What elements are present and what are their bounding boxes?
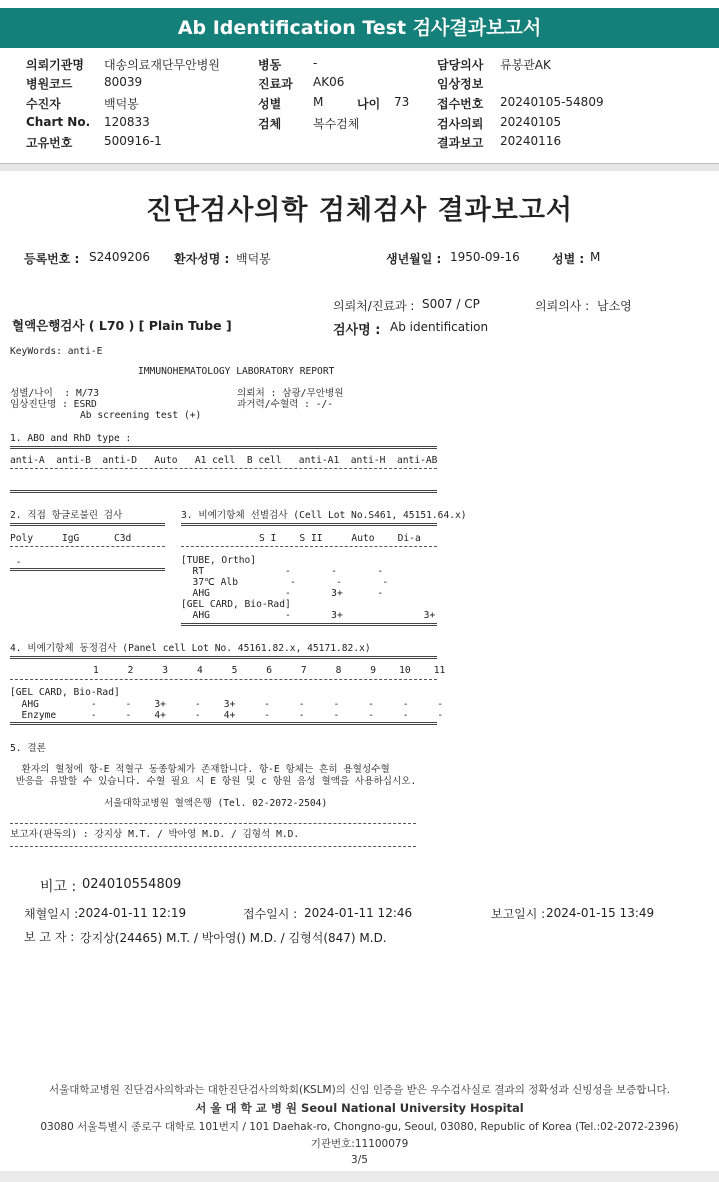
divider bbox=[10, 679, 437, 680]
info-label: 고유번호 bbox=[26, 136, 73, 150]
sex-age: 성별/나이 : M/73 bbox=[10, 388, 100, 399]
divider bbox=[10, 546, 165, 547]
panel-header: 1 2 3 4 5 6 7 8 9 10 11 bbox=[93, 665, 446, 676]
diagnosis: 임상진단명 : ESRD bbox=[10, 399, 97, 410]
conclusion-text: 환자의 혈청에 항-E 적혈구 동종항체가 존재합니다. 항-E 항체는 흔히 용혈성수혈 bbox=[10, 764, 390, 775]
collect-value: 2024-01-11 12:19 bbox=[78, 906, 187, 920]
receipt-value: 2024-01-11 12:46 bbox=[304, 906, 413, 920]
info-value: 120833 bbox=[104, 115, 150, 129]
doctor-label: 의뢰의사 : bbox=[535, 299, 590, 313]
screening-row: AHG - 3+ 3+ bbox=[181, 610, 436, 621]
reg-label: 등록번호 : bbox=[24, 252, 80, 266]
footer-address: 03080 서울특별시 종로구 대학로 101번지 / 101 Daehak-ro, Chongno-gu, Seoul, 03080, Republic of Korea (Tel.:02-2072-2396) bbox=[40, 1121, 679, 1133]
info-label: 나이 bbox=[357, 97, 381, 111]
receipt-label: 접수일시 : bbox=[243, 907, 298, 921]
info-value: AK06 bbox=[313, 75, 345, 89]
divider bbox=[10, 468, 437, 469]
reg-value: S2409206 bbox=[89, 250, 151, 264]
reporter-value: 강지상(24465) M.T. / 박아영() M.D. / 김형석(847) M.D. bbox=[80, 931, 387, 945]
divider bbox=[10, 722, 437, 725]
report-label: 보고일시 : bbox=[491, 907, 546, 921]
divider bbox=[181, 623, 437, 626]
section-identification: 4. 비예기항체 동정검사 (Panel cell Lot No. 45161.82.x, 45171.82.x) bbox=[10, 643, 371, 654]
info-label: 결과보고 bbox=[437, 136, 484, 150]
info-label: 검사의뢰 bbox=[437, 117, 484, 131]
info-label: 병원코드 bbox=[26, 77, 73, 91]
info-label: 성별 bbox=[258, 97, 282, 111]
screening-row: AHG - 3+ - bbox=[181, 588, 384, 599]
divider bbox=[0, 164, 719, 171]
collect-label: 채혈일시 : bbox=[24, 907, 79, 921]
divider bbox=[10, 490, 437, 493]
info-value: 복수검체 bbox=[313, 117, 360, 131]
dept-value: S007 / CP bbox=[422, 297, 480, 311]
testname-value: Ab identification bbox=[390, 320, 489, 334]
patient-value: 백덕봉 bbox=[236, 252, 271, 266]
info-value: 20240116 bbox=[500, 134, 562, 148]
divider bbox=[0, 1171, 719, 1182]
dob-value: 1950-09-16 bbox=[450, 250, 520, 264]
section-screening: 3. 비예기항체 선별검사 (Cell Lot No.S461, 45151.64.x) bbox=[181, 510, 467, 521]
panel-row: AHG - - 3+ - 3+ - - - - - - bbox=[10, 699, 444, 710]
footer-hospital-name: 서 울 대 학 교 병 원 Seoul National University Hospital bbox=[195, 1101, 524, 1115]
screening-row: [TUBE, Ortho] bbox=[181, 555, 257, 566]
abo-header: anti-A anti-B anti-D Auto A1 cell B cell anti-A1 anti-H anti-AB bbox=[10, 455, 438, 466]
keywords: KeyWords: anti-E bbox=[10, 346, 103, 357]
info-value: 80039 bbox=[104, 75, 143, 89]
conclusion-text: 반응을 유발할 수 있습니다. 수혈 필요 시 E 항원 및 c 항원 음성 혈액을 사용하십시오. bbox=[10, 776, 417, 787]
dat-header: Poly IgG C3d bbox=[10, 533, 132, 544]
divider bbox=[10, 823, 416, 824]
section-dat: 2. 직접 항글로불린 검사 bbox=[10, 510, 123, 521]
report-value: 2024-01-15 13:49 bbox=[546, 906, 655, 920]
panel-row: [GEL CARD, Bio-Rad] bbox=[10, 687, 120, 698]
dept-label: 의뢰처/진료과 : bbox=[333, 299, 415, 313]
info-value: - bbox=[313, 56, 318, 70]
page-number: 3/5 bbox=[351, 1154, 368, 1166]
panel-row: Enzyme - - 4+ - 4+ - - - - - - bbox=[10, 710, 444, 721]
info-value: 73 bbox=[394, 95, 410, 109]
divider bbox=[10, 846, 416, 847]
screening-row: 37℃ Alb - - - bbox=[181, 577, 389, 588]
info-value: 대송의료재단무안병원 bbox=[104, 58, 220, 72]
testname-label: 검사명 : bbox=[333, 323, 381, 338]
info-value: 500916-1 bbox=[104, 134, 162, 148]
info-value: 20240105-54809 bbox=[500, 95, 604, 109]
info-label: 검체 bbox=[258, 117, 282, 131]
screening-row: [GEL CARD, Bio-Rad] bbox=[181, 599, 291, 610]
section-abo: 1. ABO and RhD type : bbox=[10, 433, 132, 444]
divider bbox=[10, 446, 437, 449]
info-value: 류봉관AK bbox=[500, 58, 551, 72]
patient-label: 환자성명 : bbox=[174, 252, 230, 266]
reporter-label: 보 고 자 : bbox=[24, 930, 75, 944]
info-value: 백덕봉 bbox=[104, 97, 139, 111]
info-label: 의뢰기관명 bbox=[26, 58, 84, 72]
screening-header: S I S II Auto Di-a bbox=[259, 533, 421, 544]
bloodbank-title: 혈액은행검사 ( L70 ) [ Plain Tube ] bbox=[12, 318, 232, 333]
dob-label: 생년월일 : bbox=[386, 252, 442, 266]
sex-value: M bbox=[590, 250, 601, 264]
screening-row: RT - - - bbox=[181, 566, 384, 577]
footer-institution-number: 기관번호:11100079 bbox=[310, 1138, 409, 1150]
divider bbox=[10, 568, 165, 571]
bloodbank-contact: 서울대학교병원 혈액은행 (Tel. 02-2072-2504) bbox=[104, 798, 328, 809]
dat-value: - bbox=[10, 557, 22, 568]
divider bbox=[181, 523, 437, 526]
info-label: Chart No. bbox=[26, 115, 91, 129]
info-label: 임상정보 bbox=[437, 77, 484, 91]
report-header-title: Ab Identification Test 검사결과보고서 bbox=[0, 8, 719, 48]
hospital: 의뢰처 : 삼광/무안병원 bbox=[237, 388, 344, 399]
info-label: 진료과 bbox=[258, 77, 293, 91]
divider bbox=[10, 523, 165, 526]
info-label: 수진자 bbox=[26, 97, 61, 111]
info-label: 병동 bbox=[258, 58, 282, 72]
note-label: 비고 : bbox=[40, 879, 77, 895]
info-value: M bbox=[313, 95, 324, 109]
lab-report-title: IMMUNOHEMATOLOGY LABORATORY REPORT bbox=[138, 366, 335, 377]
divider bbox=[181, 546, 437, 547]
report-title: 진단검사의학 검체검사 결과보고서 bbox=[145, 195, 574, 226]
footer-certification: 서울대학교병원 진단검사의학과는 대한진단검사의학회(KSLM)의 신임 인증을 받은 우수검사실로 결과의 정확성과 신빙성을 보증합니다. bbox=[48, 1084, 671, 1096]
screen-result: Ab screening test (+) bbox=[80, 410, 202, 421]
sex-label: 성별 : bbox=[552, 252, 585, 266]
note-value: 024010554809 bbox=[82, 877, 182, 892]
info-label: 접수번호 bbox=[437, 97, 484, 111]
history: 과거력/수혈력 : -/- bbox=[237, 399, 334, 410]
section-conclusion: 5. 결론 bbox=[10, 743, 46, 754]
reporter-line: 보고자(판독의) : 강지상 M.T. / 박아영 M.D. / 김형석 M.D. bbox=[10, 829, 300, 840]
info-value: 20240105 bbox=[500, 115, 562, 129]
divider bbox=[10, 656, 437, 659]
doctor-value: 남소영 bbox=[597, 299, 632, 313]
info-label: 담당의사 bbox=[437, 58, 484, 72]
